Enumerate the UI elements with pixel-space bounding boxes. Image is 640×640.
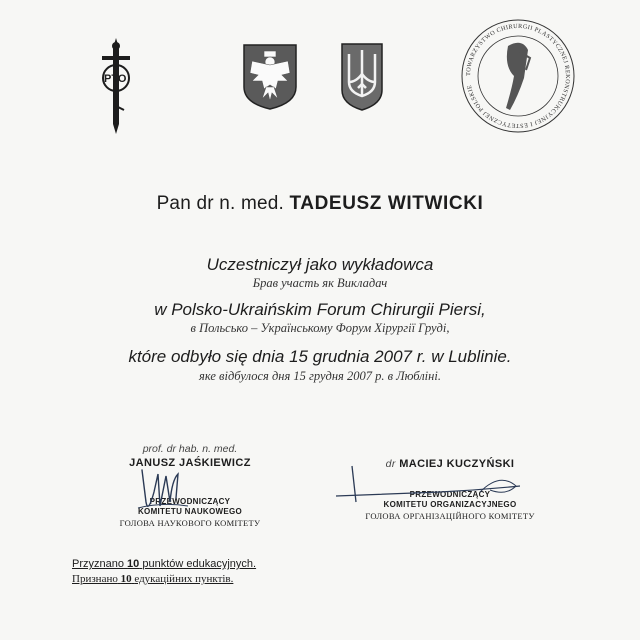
signature-left-title: prof. dr hab. n. med. (142, 443, 238, 455)
points-pl-suffix: punktów edukacyjnych. (142, 558, 257, 570)
signature-right-title: dr (385, 458, 396, 470)
signature-right-name: MACIEJ KUCZYŃSKI (399, 458, 515, 470)
participation-text-pl: Uczestniczył jako wykładowca (206, 255, 434, 274)
points-text-ua (72, 573, 233, 585)
recipient-name: TADEUSZ WITWICKI (289, 193, 484, 214)
date-place-text-ua: яке відбулося дня 15 грудня 2007 р. в Любліні. (199, 369, 441, 383)
forum-text-pl: w Polsko-Ukraińskim Forum Chirurgii Piersi, (154, 300, 486, 319)
signature-left-role-line1: PRZEWODNICZĄCY (149, 497, 231, 506)
date-place-text-pl: które odbyło się dnia 15 grudnia 2007 r. w Lublinie. (128, 347, 512, 366)
signature-left-role-line2: KOMITETU NAUKOWEGO (137, 507, 243, 516)
participation-text-ua: Брав участь як Викладач (252, 276, 388, 290)
signature-left-role-ua: ГОЛОВА НАУКОВОГО КОМІТЕТУ (119, 518, 261, 528)
signature-left-name: JANUSZ JAŚKIEWICZ (129, 457, 251, 469)
points-ua-prefix: Признано (72, 573, 118, 585)
svg-text:PTO: PTO (104, 73, 127, 85)
signature-right-role-ua: ГОЛОВА ОРГАНІЗАЦІЙНОГО КОМІТЕТУ (365, 511, 535, 521)
forum-text-ua: в Польсько – Українському Форум Хірургії Груді, (190, 321, 450, 335)
recipient-line (0, 193, 640, 215)
society-seal-icon (460, 18, 576, 134)
points-pl-prefix: Przyznano (72, 558, 124, 570)
points-ua-number: 10 (120, 573, 132, 585)
points-text-pl (72, 558, 256, 570)
handwritten-signature-right (330, 462, 530, 512)
pto-sword-logo-icon (92, 36, 140, 136)
signature-right-role-line2: KOMITETU ORGANIZACYJNEGO (383, 500, 517, 509)
handwritten-signature-left (132, 462, 202, 522)
svg-text:TOWARZYSTWO CHIRURGII PLASTYCZ: TOWARZYSTWO CHIRURGII PLASTYCZNEJ REKONSTRUKCYJNEJ I ESTETYCZNEJ POLSKIE (464, 22, 572, 130)
recipient-prefix: Pan dr n. med. (156, 193, 284, 214)
points-ua-suffix: едукаційних пунктів. (134, 573, 234, 585)
polish-eagle-emblem-icon (242, 43, 298, 111)
points-pl-number: 10 (127, 558, 140, 570)
signature-right-role-line1: PRZEWODNICZĄCY (409, 490, 491, 499)
ukrainian-trident-emblem-icon (340, 42, 384, 112)
